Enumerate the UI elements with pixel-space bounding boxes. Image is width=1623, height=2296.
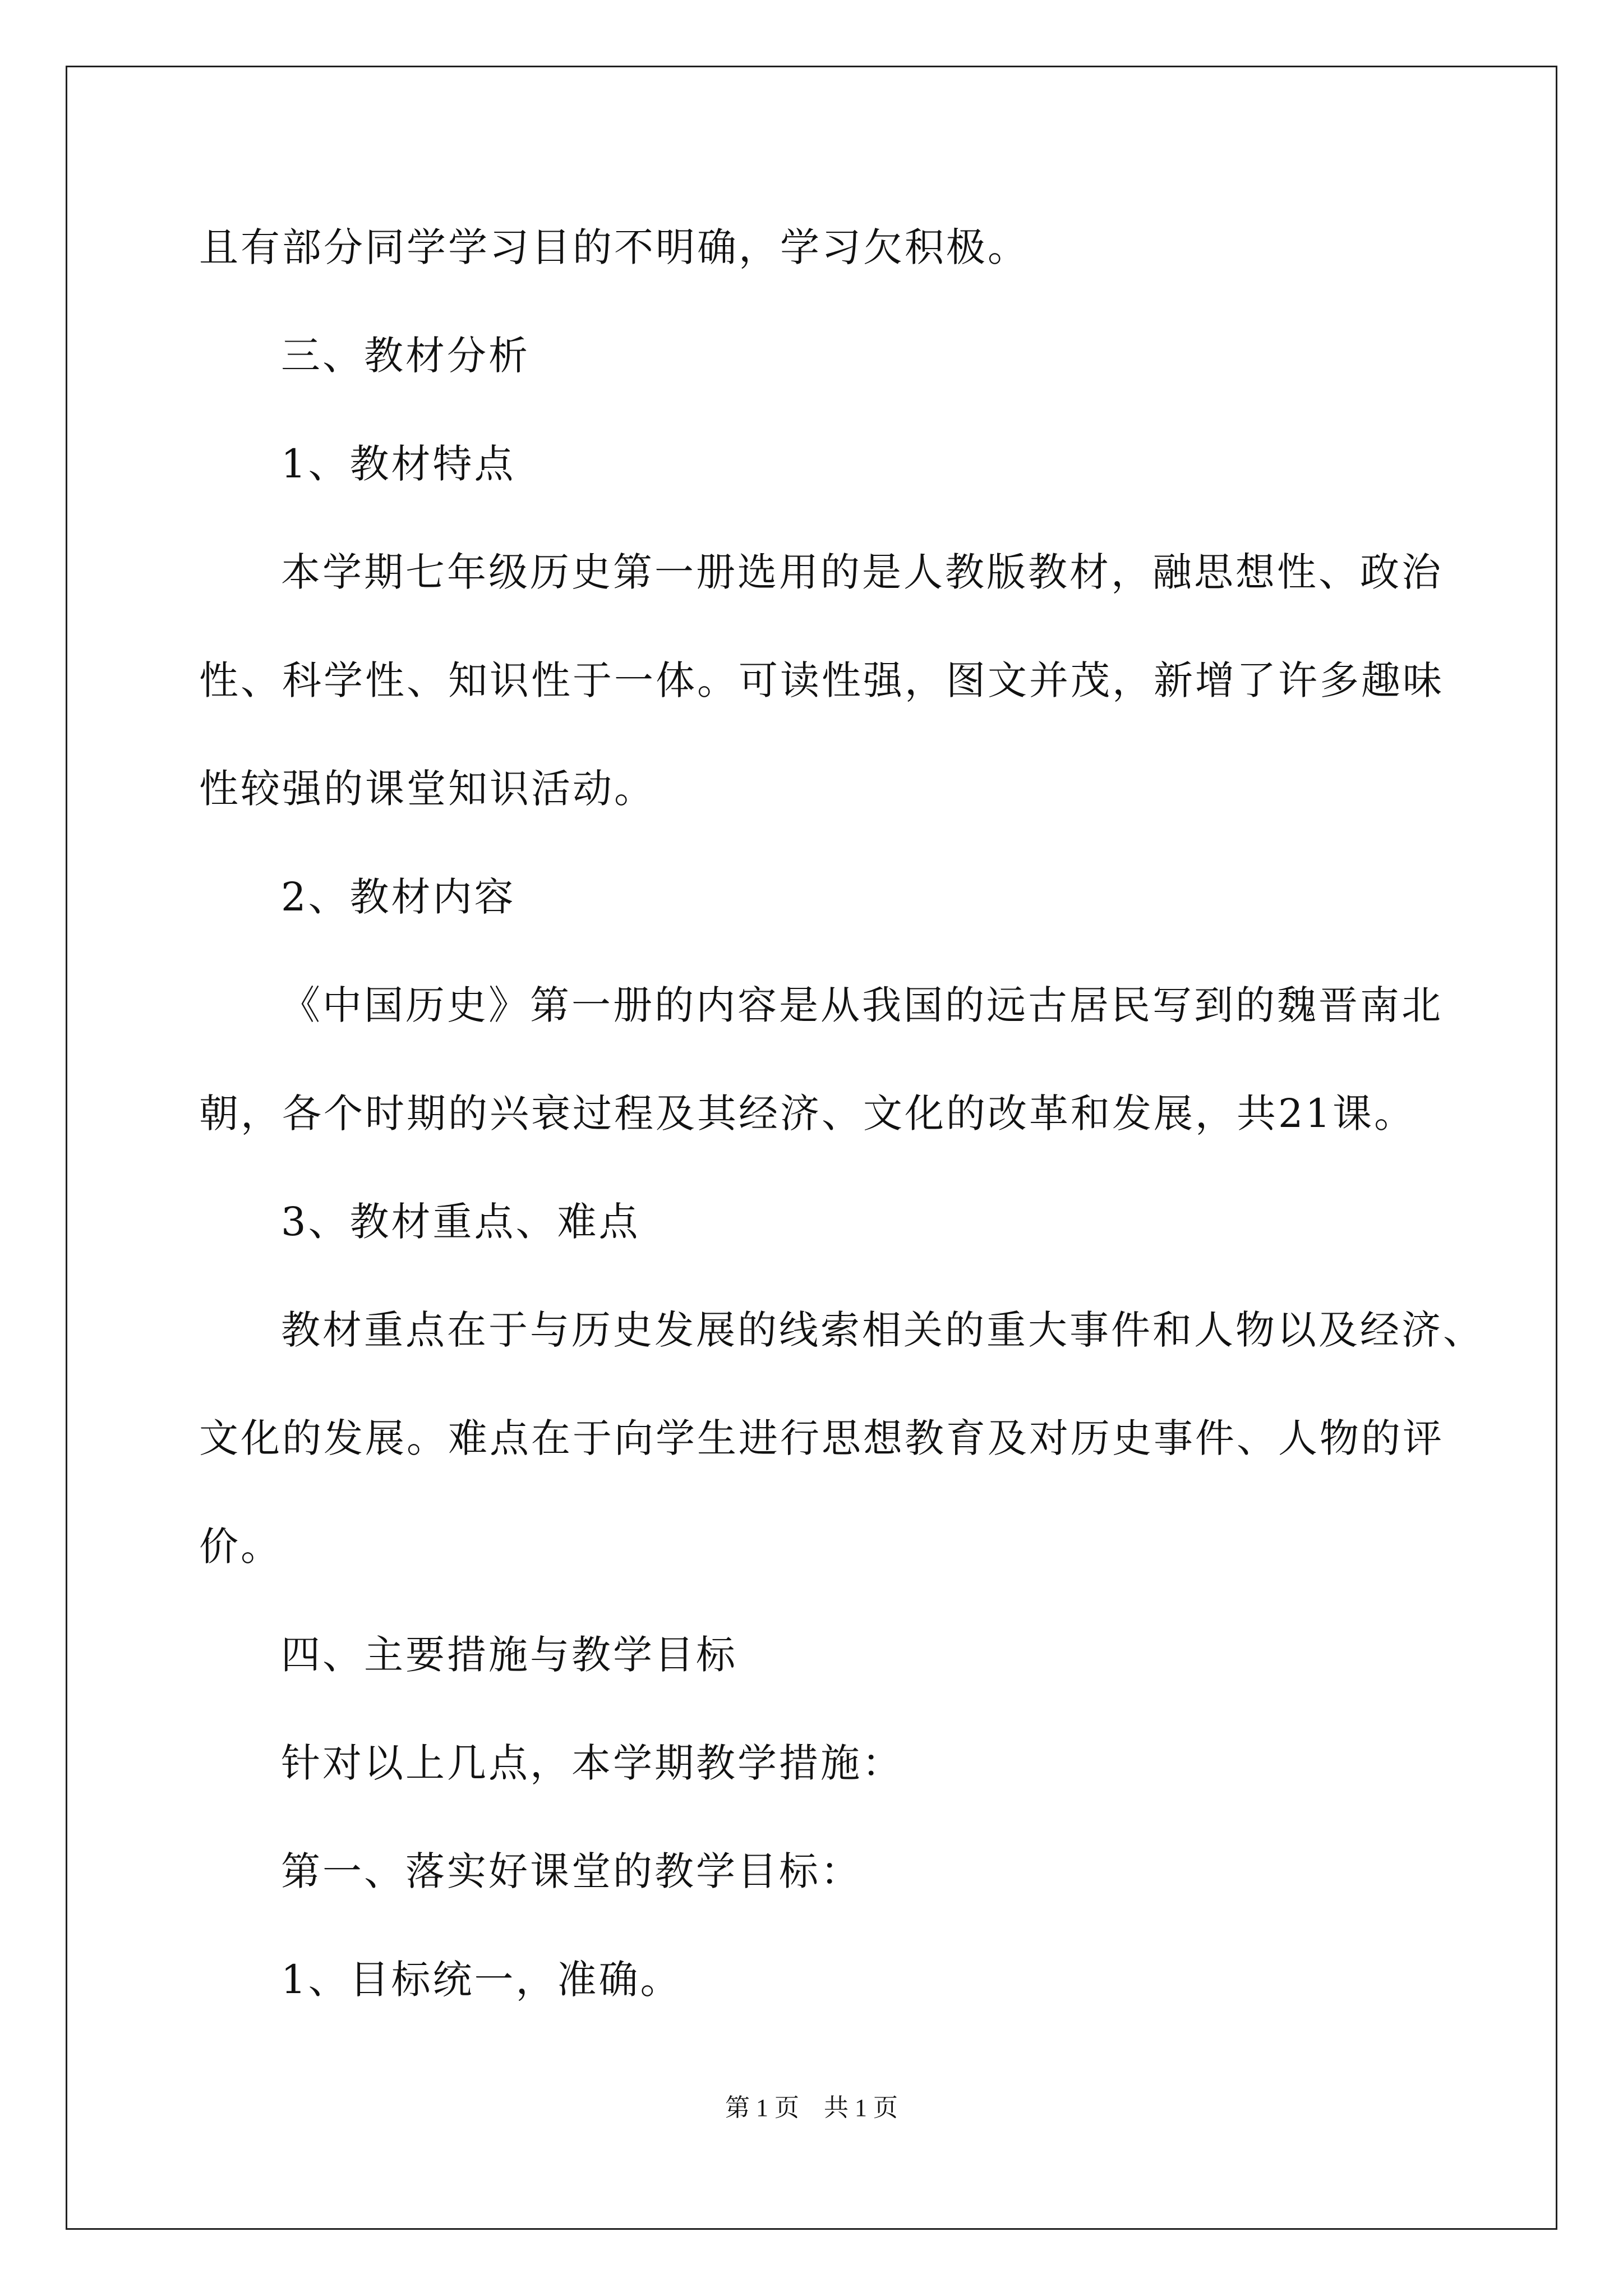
- paragraph-line: 1、目标统一，准确。: [281, 1957, 682, 2003]
- section-heading: 三、教材分析: [281, 333, 530, 379]
- paragraph-line: 且有部分同学学习目的不明确，学习欠积极。: [199, 224, 1029, 270]
- paragraph-line: 性较强的课堂知识活动。: [199, 766, 656, 812]
- paragraph-line: 本学期七年级历史第一册选用的是人教版教材，融思想性、政治: [281, 549, 1443, 595]
- paragraph-line: 性、科学性、知识性于一体。可读性强，图文并茂，新增了许多趣味: [199, 657, 1444, 703]
- page-number-footer: 第 1 页 共 1 页: [725, 2094, 898, 2122]
- subsection-heading: 1、教材特点: [281, 441, 516, 487]
- paragraph-line: 第一、落实好课堂的教学目标：: [281, 1848, 862, 1894]
- paragraph-line: 针对以上几点，本学期教学措施：: [281, 1740, 903, 1786]
- page-border: [66, 66, 1557, 2230]
- subsection-heading: 2、教材内容: [281, 874, 516, 920]
- section-heading: 四、主要措施与教学目标: [281, 1632, 737, 1678]
- paragraph-line: 价。: [199, 1524, 282, 1570]
- subsection-heading: 3、教材重点、难点: [281, 1199, 640, 1245]
- paragraph-line: 教材重点在于与历史发展的线索相关的重大事件和人物以及经济、: [281, 1307, 1484, 1353]
- paragraph-line: 朝，各个时期的兴衰过程及其经济、文化的改革和发展，共21课。: [199, 1091, 1416, 1137]
- paragraph-line: 文化的发展。难点在于向学生进行思想教育及对历史事件、人物的评: [199, 1415, 1444, 1461]
- paragraph-line: 《中国历史》第一册的内容是从我国的远古居民写到的魏晋南北: [281, 982, 1443, 1028]
